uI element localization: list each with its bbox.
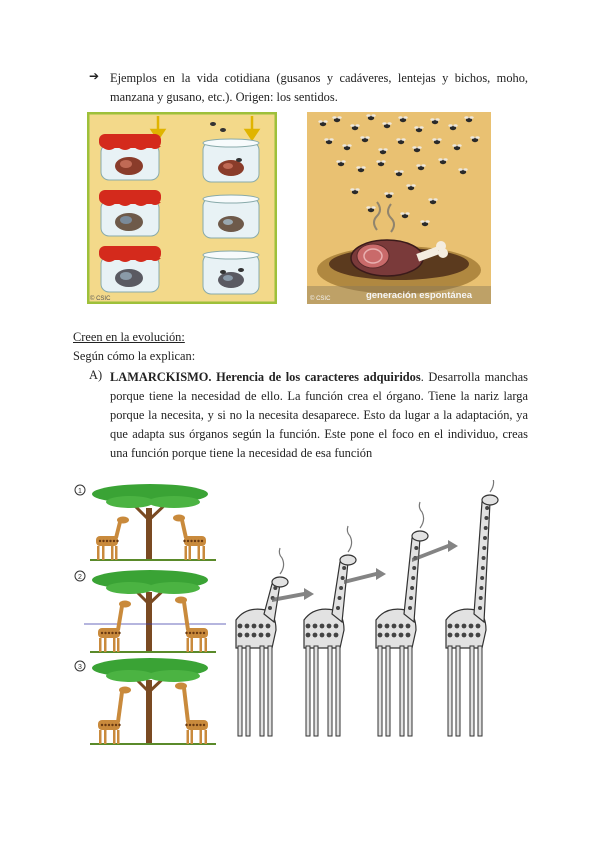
item-marker: A) [89,368,103,382]
bullet-arrow-icon: ➔ [89,69,100,83]
step-2-label: 2 [78,574,82,581]
giraffe-evolution-figure [72,480,508,748]
section-heading: Creen en la evolución: [73,330,185,344]
section-intro: Según cómo la explican: [73,349,196,363]
spontaneous-generation-figure [307,112,491,304]
lamarckism-paragraph [110,368,528,463]
lamarckism-body: . Desarrolla manchas porque tiene la necesidad de ello. La función crea el órgano. Tiene la nariz larga porque la necesita, y si no la necesita desaparece. Esto da lugar a la adaptación, ya que adapta sus órganos según la función. Este pone el foco en el individuo, creas una función porque tiene la necesidad de esa función [110,370,528,460]
jars-experiment-figure [87,112,277,304]
meat-credit: © CSIC [310,296,331,302]
jars-credit: © CSIC [90,296,111,302]
lamarckism-title: LAMARCKISMO. Herencia de los caracteres adquiridos [110,370,421,384]
spontaneous-caption: generación espontánea [365,290,473,301]
step-3-label: 3 [78,664,82,671]
step-1-label: 1 [78,488,82,495]
bullet-text: Ejemplos en la vida cotidiana (gusanos y cadáveres, lentejas y bichos, moho, manzana y gusano, etc.). Origen: los sentidos. [110,71,528,104]
